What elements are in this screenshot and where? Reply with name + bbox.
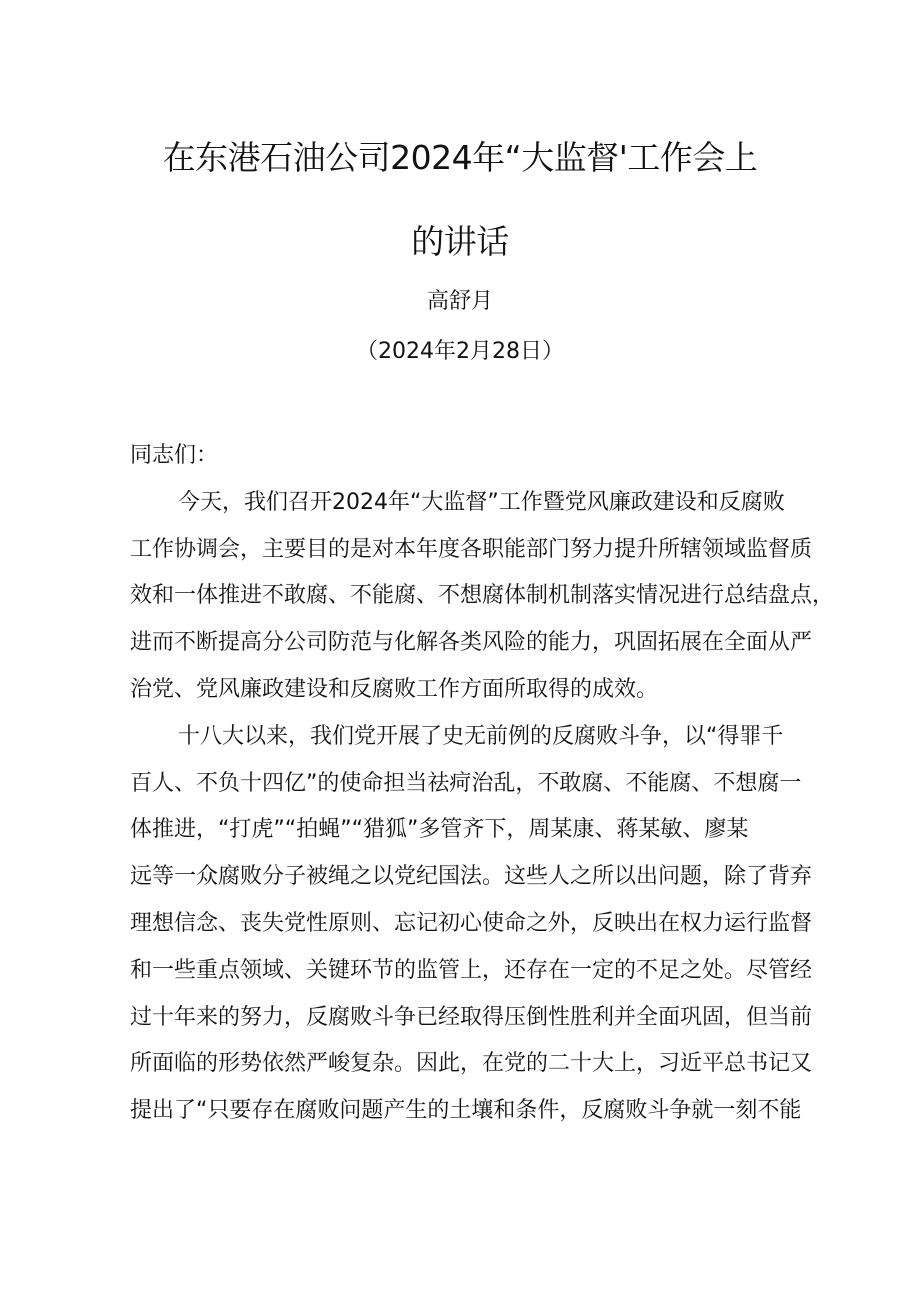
paragraph-line: 体推进，“打虎”“拍蝇”“猎狐”多管齐下，周某康、蒋某敏、廖某: [130, 817, 749, 843]
paragraph-line: 效和一体推进不敢腐、不能腐、不想腐体制机制落实情况进行总结盘点，: [130, 583, 835, 609]
paragraph-line: 十八大以来，我们党开展了史无前例的反腐败斗争，以“得罪千: [178, 723, 784, 749]
paragraph-line: 理想信念、丧失党性原则、忘记初心使命之外，反映出在权力运行监督: [130, 910, 813, 936]
paragraph-line: 百人、不负十四亿”的使命担当祛疴治乱，不敢腐、不能腐、不想腐一: [130, 770, 802, 796]
paragraph-2: [130, 714, 813, 1135]
paragraph-line: 和一些重点领域、关键环节的监管上，还存在一定的不足之处。尽管经: [130, 957, 813, 983]
paragraph-line: 工作协调会，主要目的是对本年度各职能部门努力提升所辖领域监督质: [130, 536, 813, 562]
salutation: 同志们：: [130, 443, 219, 468]
speaker-name: 高舒月: [426, 289, 493, 314]
paragraph-line: 所面临的形势依然严峻复杂。因此，在党的二十大上，习近平总书记又: [130, 1051, 813, 1077]
paragraph-1: [130, 480, 835, 714]
paragraph-line: 提出了“只要存在腐败问题产生的土壤和条件，反腐败斗争就一刻不能: [130, 1098, 802, 1124]
paragraph-line: 过十年来的努力，反腐败斗争已经取得压倒性胜利并全面巩固，但当前: [130, 1004, 813, 1030]
document-title-line-2: 的讲话: [411, 222, 509, 261]
speech-body: [130, 433, 835, 1135]
paragraph-line: 远等一众腐败分子被绳之以党纪国法。这些人之所以出问题，除了背弃: [130, 864, 813, 890]
paragraph-line: 进而不断提高分公司防范与化解各类风险的能力，巩固拓展在全面从严: [130, 630, 813, 656]
document-title-line-1: 在东港石油公司2024年“大监督'工作会上: [162, 138, 758, 177]
speech-date: （2024年2月28日）: [356, 339, 564, 364]
paragraph-line: 治党、党风廉政建设和反腐败工作方面所取得的成效。: [130, 676, 659, 702]
paragraph-line: 今天，我们召开2024年“大监督”工作暨党风廉政建设和反腐败: [178, 489, 785, 515]
